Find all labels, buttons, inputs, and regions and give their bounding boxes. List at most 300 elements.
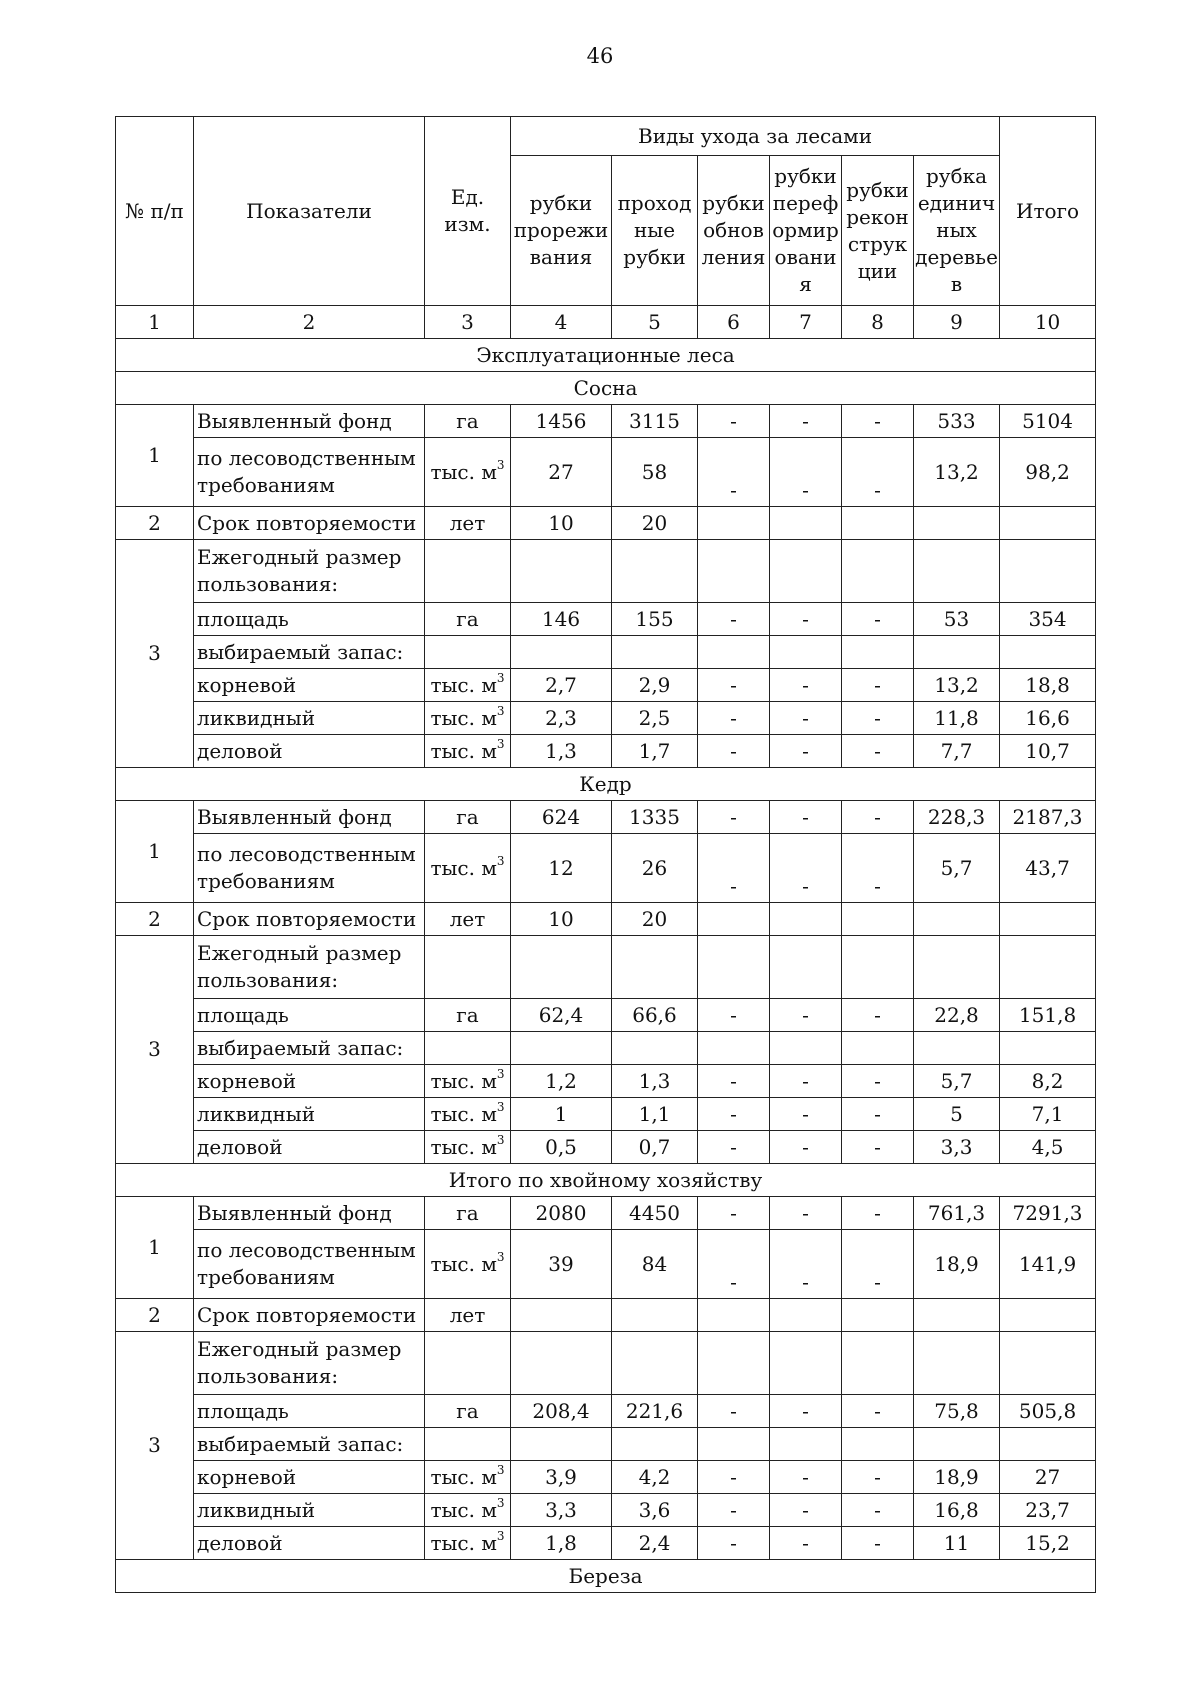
header-care-types: Виды ухода за лесами <box>511 117 1000 156</box>
row-unit <box>425 1332 511 1395</box>
value-cell: 10 <box>511 903 612 936</box>
row-unit: тыс. $м^3$ <box>425 1065 511 1098</box>
value-cell <box>914 507 1000 540</box>
section-title: Сосна <box>116 372 1096 405</box>
row-label: площадь <box>194 1395 425 1428</box>
value-cell <box>770 903 842 936</box>
value-cell <box>770 1332 842 1395</box>
value-cell: 5104 <box>1000 405 1096 438</box>
value-cell: - <box>698 1461 770 1494</box>
value-cell: - <box>698 603 770 636</box>
value-cell: - <box>770 1197 842 1230</box>
value-cell: - <box>842 405 914 438</box>
value-cell <box>511 1428 612 1461</box>
row-business <box>116 1527 1096 1560</box>
value-cell: 26 <box>612 834 698 903</box>
row-unit <box>425 1428 511 1461</box>
header-unit: Ед. изм. <box>425 117 511 306</box>
row-num: 2 <box>116 507 194 540</box>
row-label: по лесоводственным требованиям <box>194 1230 425 1299</box>
value-cell <box>842 540 914 603</box>
value-cell: 4450 <box>612 1197 698 1230</box>
row-root <box>116 1461 1096 1494</box>
row-unit <box>425 936 511 999</box>
value-cell: - <box>842 1197 914 1230</box>
value-cell: 22,8 <box>914 999 1000 1032</box>
row-label: выбираемый запас: <box>194 1428 425 1461</box>
row-area <box>116 603 1096 636</box>
col-number: 7 <box>770 306 842 339</box>
section-exploitation: Эксплуатационные леса <box>116 339 1096 372</box>
value-cell: - <box>770 1461 842 1494</box>
value-cell: 4,5 <box>1000 1131 1096 1164</box>
row-label: ликвидный <box>194 702 425 735</box>
value-cell <box>698 636 770 669</box>
row-unit: тыс. $м^3$ <box>425 834 511 903</box>
value-cell <box>511 1032 612 1065</box>
col-number: 3 <box>425 306 511 339</box>
value-cell: 7,7 <box>914 735 1000 768</box>
value-cell: 2080 <box>511 1197 612 1230</box>
value-cell <box>698 1032 770 1065</box>
value-cell <box>842 936 914 999</box>
value-cell: 10 <box>511 507 612 540</box>
row-unit: лет <box>425 903 511 936</box>
row-fund <box>116 1197 1096 1230</box>
value-cell: - <box>842 801 914 834</box>
value-cell <box>770 507 842 540</box>
value-cell: 12 <box>511 834 612 903</box>
value-cell: - <box>842 1395 914 1428</box>
value-cell: - <box>770 1395 842 1428</box>
value-cell: 1,3 <box>511 735 612 768</box>
value-cell: - <box>770 999 842 1032</box>
value-cell: 1,2 <box>511 1065 612 1098</box>
value-cell: 7,1 <box>1000 1098 1096 1131</box>
value-cell: - <box>842 603 914 636</box>
row-unit: га <box>425 603 511 636</box>
value-cell <box>1000 1032 1096 1065</box>
value-cell: - <box>770 735 842 768</box>
value-cell: - <box>698 1395 770 1428</box>
row-silvic <box>116 834 1096 903</box>
forest-care-table <box>115 116 1096 1593</box>
value-cell <box>1000 540 1096 603</box>
value-cell <box>914 1332 1000 1395</box>
value-cell <box>1000 1428 1096 1461</box>
value-cell: 1,7 <box>612 735 698 768</box>
value-cell: 27 <box>511 438 612 507</box>
row-unit: тыс. $м^3$ <box>425 735 511 768</box>
row-stock <box>116 1428 1096 1461</box>
value-cell: 1,1 <box>612 1098 698 1131</box>
value-cell: 15,2 <box>1000 1527 1096 1560</box>
value-cell: - <box>770 669 842 702</box>
value-cell: - <box>842 1131 914 1164</box>
value-cell <box>770 936 842 999</box>
value-cell: 2,3 <box>511 702 612 735</box>
value-cell: 66,6 <box>612 999 698 1032</box>
section-title: Итого по хвойному хозяйству <box>116 1164 1096 1197</box>
value-cell: - <box>698 1230 770 1299</box>
row-label: площадь <box>194 603 425 636</box>
col-number: 5 <box>612 306 698 339</box>
value-cell <box>914 1032 1000 1065</box>
row-label: Срок повторяемости <box>194 507 425 540</box>
col-number: 2 <box>194 306 425 339</box>
row-stock <box>116 1032 1096 1065</box>
row-liquid <box>116 1098 1096 1131</box>
row-label: Ежегодный размер пользования: <box>194 936 425 999</box>
col-number: 8 <box>842 306 914 339</box>
page-number: 46 <box>586 44 614 68</box>
row-unit: лет <box>425 1299 511 1332</box>
value-cell: - <box>770 1065 842 1098</box>
value-cell <box>612 636 698 669</box>
value-cell: 1335 <box>612 801 698 834</box>
value-cell: 23,7 <box>1000 1494 1096 1527</box>
row-fund <box>116 405 1096 438</box>
row-stock <box>116 636 1096 669</box>
value-cell: - <box>698 834 770 903</box>
value-cell: 7291,3 <box>1000 1197 1096 1230</box>
row-label: по лесоводственным требованиям <box>194 438 425 507</box>
value-cell: 624 <box>511 801 612 834</box>
value-cell <box>914 1428 1000 1461</box>
value-cell: - <box>698 999 770 1032</box>
value-cell: 27 <box>1000 1461 1096 1494</box>
value-cell: - <box>698 1197 770 1230</box>
value-cell <box>698 1332 770 1395</box>
row-annual <box>116 540 1096 603</box>
value-cell: 18,9 <box>914 1230 1000 1299</box>
row-unit: тыс. $м^3$ <box>425 1131 511 1164</box>
header-reform: рубки переф ормир овани я <box>770 156 842 306</box>
value-cell <box>770 636 842 669</box>
value-cell: - <box>698 735 770 768</box>
value-cell: - <box>770 834 842 903</box>
row-num: 1 <box>116 405 194 507</box>
value-cell <box>914 903 1000 936</box>
value-cell <box>914 936 1000 999</box>
value-cell <box>698 507 770 540</box>
row-label: площадь <box>194 999 425 1032</box>
row-silvic <box>116 438 1096 507</box>
value-cell <box>1000 1299 1096 1332</box>
row-silvic <box>116 1230 1096 1299</box>
row-num: 3 <box>116 936 194 1164</box>
row-unit: лет <box>425 507 511 540</box>
value-cell <box>612 540 698 603</box>
value-cell: 221,6 <box>612 1395 698 1428</box>
value-cell: 228,3 <box>914 801 1000 834</box>
value-cell: - <box>770 1098 842 1131</box>
row-unit <box>425 1032 511 1065</box>
row-label: Ежегодный размер пользования: <box>194 540 425 603</box>
value-cell: 39 <box>511 1230 612 1299</box>
row-business <box>116 1131 1096 1164</box>
row-root <box>116 669 1096 702</box>
value-cell <box>842 1032 914 1065</box>
header-passing: проход ные рубки <box>612 156 698 306</box>
row-label: Срок повторяемости <box>194 903 425 936</box>
value-cell: - <box>842 438 914 507</box>
row-annual <box>116 936 1096 999</box>
value-cell: 1456 <box>511 405 612 438</box>
value-cell: - <box>770 1131 842 1164</box>
value-cell <box>612 936 698 999</box>
value-cell: 75,8 <box>914 1395 1000 1428</box>
col-number: 10 <box>1000 306 1096 339</box>
row-label: деловой <box>194 1131 425 1164</box>
value-cell: 16,8 <box>914 1494 1000 1527</box>
value-cell: - <box>842 1230 914 1299</box>
value-cell: - <box>698 1098 770 1131</box>
row-num: 2 <box>116 903 194 936</box>
value-cell: - <box>770 801 842 834</box>
col-number: 4 <box>511 306 612 339</box>
value-cell: 20 <box>612 903 698 936</box>
value-cell: 84 <box>612 1230 698 1299</box>
value-cell <box>842 1332 914 1395</box>
row-label: Выявленный фонд <box>194 405 425 438</box>
row-label: корневой <box>194 1461 425 1494</box>
value-cell: 62,4 <box>511 999 612 1032</box>
section-pine <box>116 372 1096 768</box>
header-num: № п/п <box>116 117 194 306</box>
value-cell: 151,8 <box>1000 999 1096 1032</box>
section-title: Кедр <box>116 768 1096 801</box>
value-cell: - <box>842 1065 914 1098</box>
value-cell: 16,6 <box>1000 702 1096 735</box>
value-cell: 4,2 <box>612 1461 698 1494</box>
value-cell: - <box>698 1065 770 1098</box>
value-cell: 0,5 <box>511 1131 612 1164</box>
row-unit: тыс. $м^3$ <box>425 1230 511 1299</box>
value-cell: 155 <box>612 603 698 636</box>
row-label: ликвидный <box>194 1098 425 1131</box>
row-unit: тыс. $м^3$ <box>425 1494 511 1527</box>
row-liquid <box>116 1494 1096 1527</box>
value-cell <box>698 903 770 936</box>
row-label: Выявленный фонд <box>194 801 425 834</box>
value-cell: - <box>698 702 770 735</box>
value-cell <box>770 540 842 603</box>
value-cell <box>511 1332 612 1395</box>
value-cell <box>612 1032 698 1065</box>
row-unit: тыс. $м^3$ <box>425 1098 511 1131</box>
row-unit: га <box>425 1197 511 1230</box>
value-cell: 1,8 <box>511 1527 612 1560</box>
row-unit: га <box>425 801 511 834</box>
value-cell: 0,7 <box>612 1131 698 1164</box>
value-cell: 354 <box>1000 603 1096 636</box>
col-number: 9 <box>914 306 1000 339</box>
row-unit <box>425 540 511 603</box>
value-cell: 11,8 <box>914 702 1000 735</box>
row-num: 2 <box>116 1299 194 1332</box>
value-cell <box>842 636 914 669</box>
value-cell: - <box>842 999 914 1032</box>
value-cell <box>1000 903 1096 936</box>
value-cell: 141,9 <box>1000 1230 1096 1299</box>
value-cell <box>612 1299 698 1332</box>
value-cell: - <box>842 1098 914 1131</box>
row-annual <box>116 1332 1096 1395</box>
value-cell: 3,3 <box>511 1494 612 1527</box>
value-cell <box>770 1428 842 1461</box>
value-cell: 505,8 <box>1000 1395 1096 1428</box>
value-cell: 18,8 <box>1000 669 1096 702</box>
row-unit: тыс. $м^3$ <box>425 669 511 702</box>
value-cell: 2187,3 <box>1000 801 1096 834</box>
value-cell <box>511 540 612 603</box>
section-conifer-total <box>116 1164 1096 1560</box>
value-cell <box>612 1332 698 1395</box>
header-indicator: Показатели <box>194 117 425 306</box>
value-cell: 5 <box>914 1098 1000 1131</box>
value-cell: - <box>842 834 914 903</box>
value-cell <box>511 936 612 999</box>
value-cell <box>914 1299 1000 1332</box>
value-cell: 533 <box>914 405 1000 438</box>
row-unit: тыс. $м^3$ <box>425 702 511 735</box>
value-cell <box>698 540 770 603</box>
value-cell: 208,4 <box>511 1395 612 1428</box>
value-cell <box>698 1428 770 1461</box>
value-cell: 20 <box>612 507 698 540</box>
row-label: по лесоводственным требованиям <box>194 834 425 903</box>
row-label: выбираемый запас: <box>194 1032 425 1065</box>
value-cell: - <box>698 405 770 438</box>
row-period <box>116 903 1096 936</box>
value-cell <box>914 540 1000 603</box>
row-num: 3 <box>116 1332 194 1560</box>
header-number-row <box>116 306 1096 339</box>
row-area <box>116 999 1096 1032</box>
value-cell: 1,3 <box>612 1065 698 1098</box>
value-cell: - <box>770 1230 842 1299</box>
section-birch <box>116 1560 1096 1593</box>
header-total: Итого <box>1000 117 1096 306</box>
row-business <box>116 735 1096 768</box>
value-cell: - <box>842 1527 914 1560</box>
row-label: Ежегодный размер пользования: <box>194 1332 425 1395</box>
value-cell <box>842 1299 914 1332</box>
row-root <box>116 1065 1096 1098</box>
value-cell: - <box>698 801 770 834</box>
row-area <box>116 1395 1096 1428</box>
row-label: выбираемый запас: <box>194 636 425 669</box>
value-cell: 5,7 <box>914 834 1000 903</box>
row-unit <box>425 636 511 669</box>
value-cell: - <box>770 603 842 636</box>
value-cell: 2,7 <box>511 669 612 702</box>
value-cell: 8,2 <box>1000 1065 1096 1098</box>
row-label: деловой <box>194 735 425 768</box>
value-cell: - <box>698 1131 770 1164</box>
header-renewal: рубки обнов ления <box>698 156 770 306</box>
value-cell <box>698 1299 770 1332</box>
value-cell <box>511 636 612 669</box>
value-cell: 13,2 <box>914 438 1000 507</box>
header-thinning: рубки прорежи вания <box>511 156 612 306</box>
row-label: Срок повторяемости <box>194 1299 425 1332</box>
value-cell <box>770 1299 842 1332</box>
value-cell: 5,7 <box>914 1065 1000 1098</box>
value-cell <box>1000 636 1096 669</box>
row-fund <box>116 801 1096 834</box>
row-unit: га <box>425 999 511 1032</box>
value-cell <box>842 507 914 540</box>
value-cell: - <box>698 438 770 507</box>
value-cell: 761,3 <box>914 1197 1000 1230</box>
value-cell: 98,2 <box>1000 438 1096 507</box>
value-cell: 13,2 <box>914 669 1000 702</box>
value-cell <box>770 1032 842 1065</box>
value-cell: 3115 <box>612 405 698 438</box>
value-cell: 2,5 <box>612 702 698 735</box>
value-cell <box>842 903 914 936</box>
value-cell: - <box>770 438 842 507</box>
value-cell: - <box>842 735 914 768</box>
row-unit: тыс. $м^3$ <box>425 1461 511 1494</box>
col-number: 6 <box>698 306 770 339</box>
row-unit: тыс. $м^3$ <box>425 438 511 507</box>
value-cell <box>511 1299 612 1332</box>
value-cell: 2,9 <box>612 669 698 702</box>
value-cell: 1 <box>511 1098 612 1131</box>
row-label: ликвидный <box>194 1494 425 1527</box>
header-single: рубка единич ных деревье в <box>914 156 1000 306</box>
row-liquid <box>116 702 1096 735</box>
row-period <box>116 507 1096 540</box>
value-cell: - <box>842 669 914 702</box>
value-cell: 11 <box>914 1527 1000 1560</box>
col-number: 1 <box>116 306 194 339</box>
row-period <box>116 1299 1096 1332</box>
value-cell: 146 <box>511 603 612 636</box>
header-reconstr: рубки рекон струк ции <box>842 156 914 306</box>
value-cell: - <box>698 1494 770 1527</box>
section-title: Береза <box>116 1560 1096 1593</box>
value-cell <box>1000 507 1096 540</box>
value-cell: 3,9 <box>511 1461 612 1494</box>
row-unit: тыс. $м^3$ <box>425 1527 511 1560</box>
value-cell: - <box>770 405 842 438</box>
value-cell: - <box>842 1461 914 1494</box>
value-cell <box>1000 936 1096 999</box>
value-cell: - <box>842 1494 914 1527</box>
value-cell: - <box>698 1527 770 1560</box>
value-cell <box>1000 1332 1096 1395</box>
value-cell: 53 <box>914 603 1000 636</box>
value-cell: 3,3 <box>914 1131 1000 1164</box>
value-cell: 3,6 <box>612 1494 698 1527</box>
value-cell: - <box>770 1494 842 1527</box>
row-label: корневой <box>194 669 425 702</box>
value-cell: 43,7 <box>1000 834 1096 903</box>
row-label: корневой <box>194 1065 425 1098</box>
row-unit: га <box>425 405 511 438</box>
section-cedar <box>116 768 1096 1164</box>
value-cell <box>698 936 770 999</box>
value-cell: - <box>842 702 914 735</box>
value-cell: - <box>770 702 842 735</box>
value-cell: 58 <box>612 438 698 507</box>
row-unit: га <box>425 1395 511 1428</box>
value-cell <box>842 1428 914 1461</box>
